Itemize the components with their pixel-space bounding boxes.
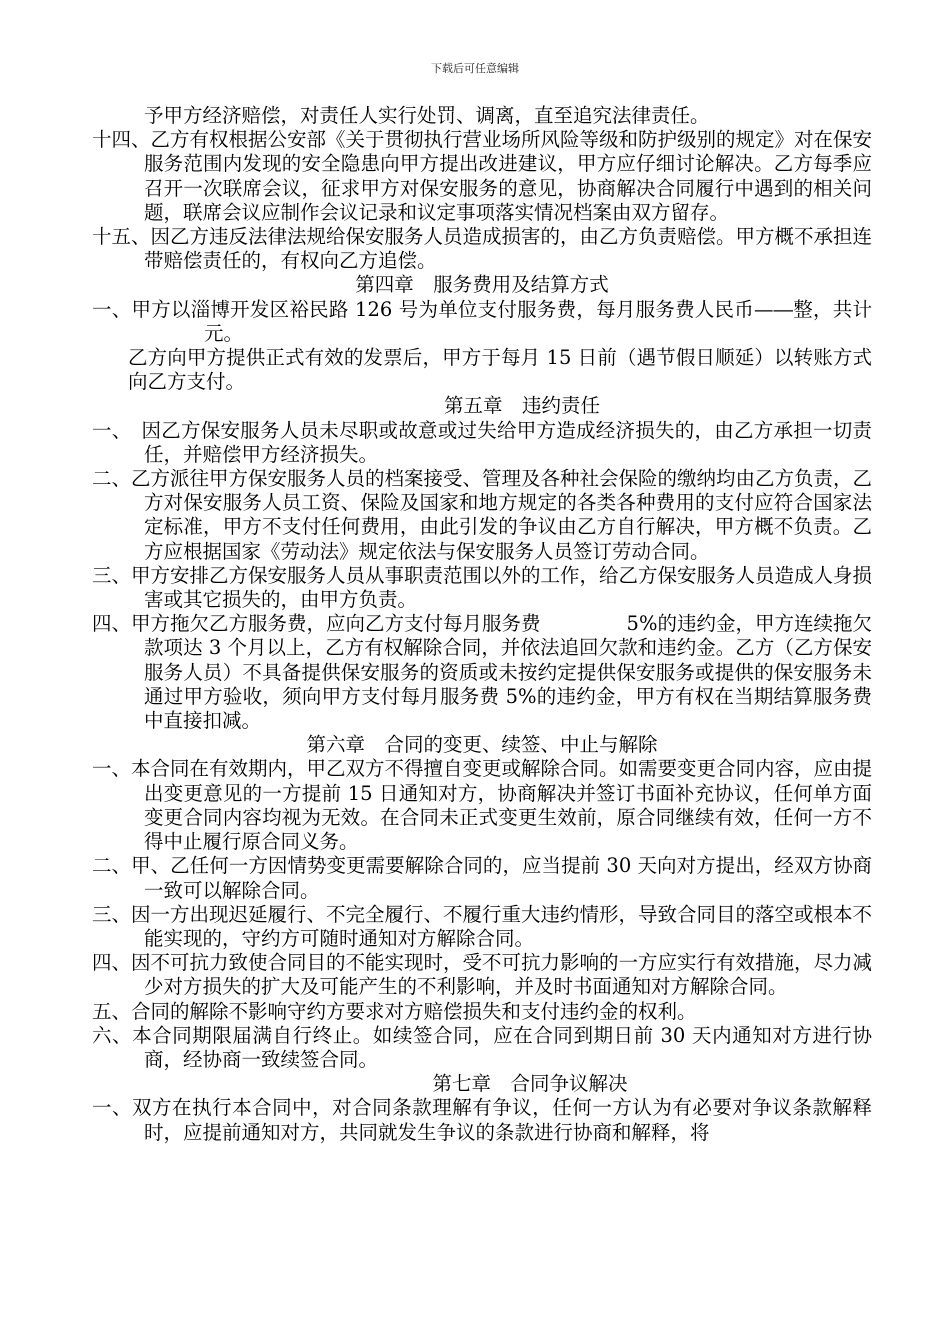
chapter-6-clause-5: 五、合同的解除不影响守约方要求对方赔偿损失和支付违约金的权利。 bbox=[92, 999, 697, 1023]
paragraph-continuation: 予甲方经济赔偿，对责任人实行处罚、调离，直至追究法律责任。 bbox=[144, 104, 710, 127]
document-body bbox=[92, 104, 872, 1145]
chapter-4-clause-1 bbox=[92, 298, 872, 346]
chapter-5-clause-4 bbox=[92, 612, 872, 733]
chapter-4-clause-1-text: 一、甲方以淄博开发区裕民路 126 号为单位支付服务费，每月服务费人民币—―整，共计 bbox=[92, 297, 872, 321]
chapter-6-clause-1: 一、本合同在有效期内，甲乙双方不得擅自变更或解除合同。如需要变更合同内容，应由提出变更意见的一方提前 15 日通知对方，协商解决并签订书面补充协议，任何单方面变更合同内容均视为无效。在合同未正式变更生效前，原合同继续有效，任何一方不得中止履行原合同义务。 bbox=[92, 757, 873, 854]
chapter-5-clause-1: 一、 因乙方保安服务人员未尽职或故意或过失给甲方造成经济损失的，由乙方承担一切责任，并赔偿甲方经济损失。 bbox=[92, 418, 872, 466]
chapter-5-clause-2: 二、乙方派往甲方保安服务人员的档案接受、管理及各种社会保险的缴纳均由乙方负责，乙方对保安服务人员工资、保险及国家和地方规定的各类各种费用的支付应符合国家法定标准，甲方不支付任何费用，由此引发的争议由乙方自行解决，甲方概不负责。乙方应根据国家《劳动法》规定依法与保安服务人员签订劳动合同。 bbox=[92, 467, 873, 563]
chapter-6-clause-6: 六、本合同期限届满自行终止。如续签合同，应在合同到期日前 30 天内通知对方进行协商，经协商一致续签合同。 bbox=[92, 1023, 872, 1071]
clause-14: 十四、乙方有权根据公安部《关于贯彻执行营业场所风险等级和防护级别的规定》对在保安服务范围内发现的安全隐患向甲方提出改进建议，甲方应仔细讨论解决。乙方每季应召开一次联席会议，征求甲方对保安服务的意见，协商解决合同履行中遇到的相关问题，联席会议应制作会议记录和议定事项落实情况档案由双方留存。 bbox=[92, 128, 873, 224]
header-note: 下载后可任意编辑 bbox=[431, 62, 519, 75]
chapter-4-heading: 第四章 服务费用及结算方式 bbox=[355, 273, 609, 297]
clause-15: 十五、因乙方违反法律法规给保安服务人员造成损害的，由乙方负责赔偿。甲方概不承担连带赔偿责任的，有权向乙方追偿。 bbox=[92, 225, 873, 273]
chapter-6-clause-2: 二、甲、乙任何一方因情势变更需要解除合同的，应当提前 30 天向对方提出，经双方协商一致可以解除合同。 bbox=[92, 854, 872, 902]
chapter-5-clause-4-text: 四、甲方拖欠乙方服务费，应向乙方支付每月服务费 bbox=[92, 612, 541, 636]
chapter-6-clause-3: 三、因一方出现迟延履行、不完全履行、不履行重大违约情形，导致合同目的落空或根本不能实现的，守约方可随时通知对方解除合同。 bbox=[92, 902, 873, 950]
chapter-4-clause-1-unit: 元。 bbox=[204, 321, 244, 345]
chapter-7-heading: 第七章 合同争议解决 bbox=[432, 1072, 628, 1096]
chapter-6-heading: 第六章 合同的变更、续签、中止与解除 bbox=[306, 733, 658, 757]
chapter-6-clause-4: 四、因不可抗力致使合同目的不能实现时，受不可抗力影响的一方应实行有效措施，尽力减少对方损失的扩大及可能产生的不利影响，并及时书面通知对方解除合同。 bbox=[92, 951, 873, 999]
chapter-5-clause-3: 三、甲方安排乙方保安服务人员从事职责范围以外的工作，给乙方保安服务人员造成人身损害或其它损失的，由甲方负责。 bbox=[92, 563, 873, 612]
chapter-7-clause-1: 一、双方在执行本合同中，对合同条款理解有争议，任何一方认为有必要对争议条款解释时，应提前通知对方，共同就发生争议的条款进行协商和解释，将 bbox=[92, 1096, 872, 1144]
chapter-5-clause-4-rest: 5%的违约金，甲方连续拖欠款项达 3 个月以上，乙方有权解除合同，并依法追回欠款和违约金。乙方（乙方保安服务人员）不具备提供保安服务的资质或未按约定提供保安服务或提供的保安服务未通过甲方验收，须向甲方支付每月服务费 5%的违约金，甲方有权在当期结算服务费中直接扣减。 bbox=[144, 612, 872, 733]
chapter-5-heading: 第五章 违约责任 bbox=[443, 394, 600, 418]
chapter-4-clause-1-payment: 乙方向甲方提供正式有效的发票后，甲方于每月 15 日前（遇节假日顺延）以转账方式向乙方支付。 bbox=[128, 346, 872, 394]
